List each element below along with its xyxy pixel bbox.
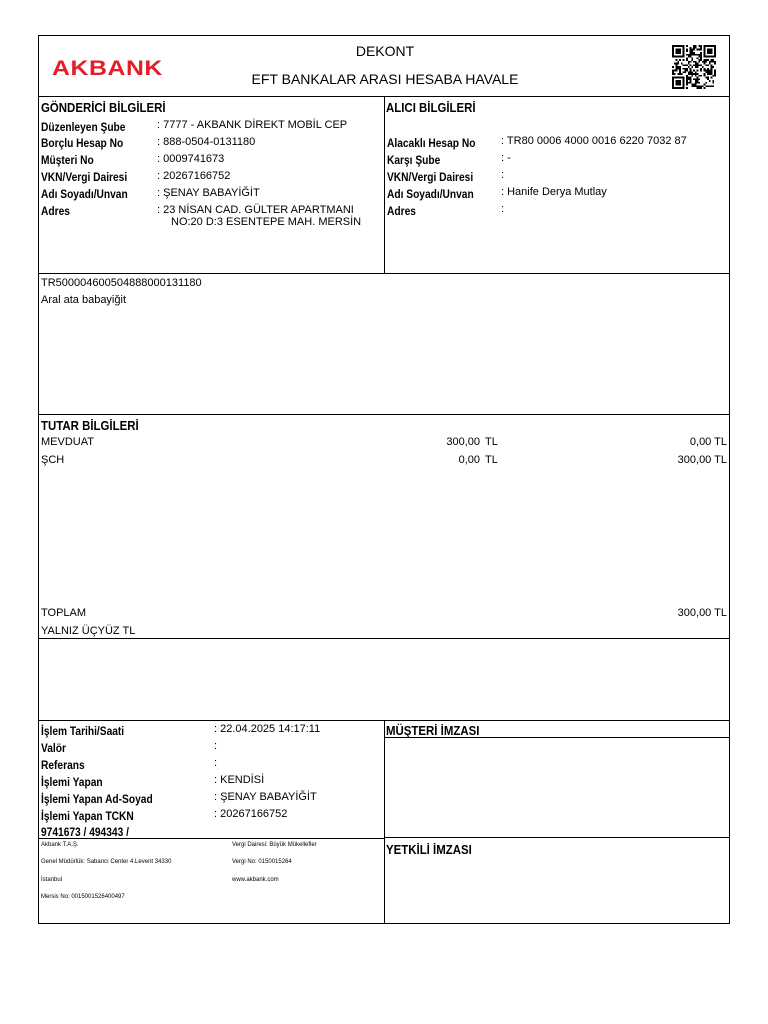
description-note: Aral ata babayiğit: [41, 294, 126, 306]
sender-value-customer-no: : 0009741673: [157, 153, 225, 165]
transaction-label-tckn: İşlemi Yapan TCKN: [41, 809, 134, 823]
sender-value-tax: : 20267166752: [157, 170, 231, 182]
amount-row-name: MEVDUAT: [41, 436, 94, 448]
sender-label-branch: Düzenleyen Şube: [41, 120, 126, 134]
qr-code-icon: [672, 45, 716, 89]
amount-in-words: YALNIZ ÜÇYÜZ TL: [41, 625, 136, 637]
footer-company: Akbank T.A.Ş.: [41, 842, 79, 848]
amount-row-currency: TL: [485, 454, 498, 466]
sender-value-address: : 23 NİSAN CAD. GÜLTER APARTMANI: [157, 204, 354, 216]
receiver-value-name: : Hanife Derya Mutlay: [501, 186, 607, 198]
description-iban: TR500004600504888000131180: [41, 277, 202, 289]
transaction-label-value-date: Valör: [41, 741, 66, 755]
receiver-value-address: :: [501, 203, 505, 215]
sender-value-account: : 888-0504-0131180: [157, 136, 256, 148]
amounts-heading: TUTAR BİLGİLERİ: [41, 418, 139, 433]
receiver-heading: ALICI BİLGİLERİ: [386, 100, 476, 115]
receiver-value-account: : TR80 0006 4000 0016 6220 7032 87: [501, 135, 687, 147]
receiver-value-branch: : -: [501, 152, 511, 164]
amount-row-value: 300,00: [446, 436, 480, 448]
footer-tax-no: Vergi No: 0150015264: [232, 859, 292, 865]
divider-parties-column: [384, 96, 385, 273]
total-value: 300,00 TL: [677, 607, 727, 619]
transaction-value-date: : 22.04.2025 14:17:11: [214, 723, 321, 735]
transaction-value-performer: : KENDİSİ: [214, 774, 265, 786]
receiver-label-tax: VKN/Vergi Dairesi: [387, 170, 474, 184]
footer-mersis: Mersis No: 0015001526400497: [41, 894, 125, 900]
transaction-label-date: İşlem Tarihi/Saati: [41, 724, 125, 738]
authorized-signature-label: YETKİLİ İMZASI: [386, 842, 472, 857]
sender-label-name: Adı Soyadı/Unvan: [41, 187, 128, 201]
divider-description: [38, 414, 730, 415]
sender-value-address-line2: NO:20 D:3 ESENTEPE MAH. MERSİN: [171, 216, 362, 228]
sender-label-customer-no: Müşteri No: [41, 153, 94, 167]
receiver-label-branch: Karşı Şube: [387, 153, 441, 167]
transaction-label-reference: Referans: [41, 758, 85, 772]
amount-row-balance: 0,00 TL: [689, 436, 727, 448]
transaction-label-performer-name: İşlemi Yapan Ad-Soyad: [41, 792, 153, 806]
footer-website: www.akbank.com: [232, 877, 279, 883]
transaction-code: 9741673 / 494343 /: [41, 825, 129, 839]
transaction-label-performer: İşlemi Yapan: [41, 775, 103, 789]
footer-tax-office: Vergi Dairesi: Büyük Mükellefler: [232, 842, 317, 848]
transaction-value-reference: :: [214, 757, 218, 769]
receiver-value-tax: :: [501, 169, 505, 181]
amount-row-currency: TL: [485, 436, 498, 448]
receiver-label-address: Adres: [387, 204, 416, 218]
document-subtitle: EFT BANKALAR ARASI HESABA HAVALE: [251, 71, 519, 87]
divider-signature-column: [384, 720, 385, 924]
transaction-value-performer-name: : ŞENAY BABAYİĞİT: [214, 791, 317, 803]
customer-signature-label: MÜŞTERİ İMZASI: [386, 723, 480, 738]
amount-row-name: ŞCH: [41, 454, 65, 466]
divider-amounts: [38, 638, 730, 639]
sender-value-branch: : 7777 - AKBANK DİREKT MOBİL CEP: [157, 119, 348, 131]
transaction-value-tckn: : 20267166752: [214, 808, 288, 820]
divider-signatures: [384, 837, 730, 838]
divider-parties: [38, 273, 730, 274]
amount-row-balance: 300,00 TL: [677, 454, 727, 466]
document-title: DEKONT: [355, 43, 415, 59]
sender-heading: GÖNDERİCİ BİLGİLERİ: [41, 100, 166, 115]
amount-row-value: 0,00: [458, 454, 480, 466]
receiver-label-account: Alacaklı Hesap No: [387, 136, 476, 150]
receiver-label-name: Adı Soyadı/Unvan: [387, 187, 474, 201]
sender-label-tax: VKN/Vergi Dairesi: [41, 170, 128, 184]
transaction-value-value-date: :: [214, 740, 218, 752]
sender-value-name: : ŞENAY BABAYİĞİT: [157, 187, 260, 199]
footer-city: İstanbul: [41, 877, 63, 883]
akbank-logo: AKBANK: [52, 57, 163, 80]
footer-hq-address: Genel Müdürlük: Sabancı Center 4.Levent 34330: [41, 859, 172, 865]
sender-label-account: Borçlu Hesap No: [41, 136, 124, 150]
sender-label-address: Adres: [41, 204, 70, 218]
total-label: TOPLAM: [41, 607, 87, 619]
